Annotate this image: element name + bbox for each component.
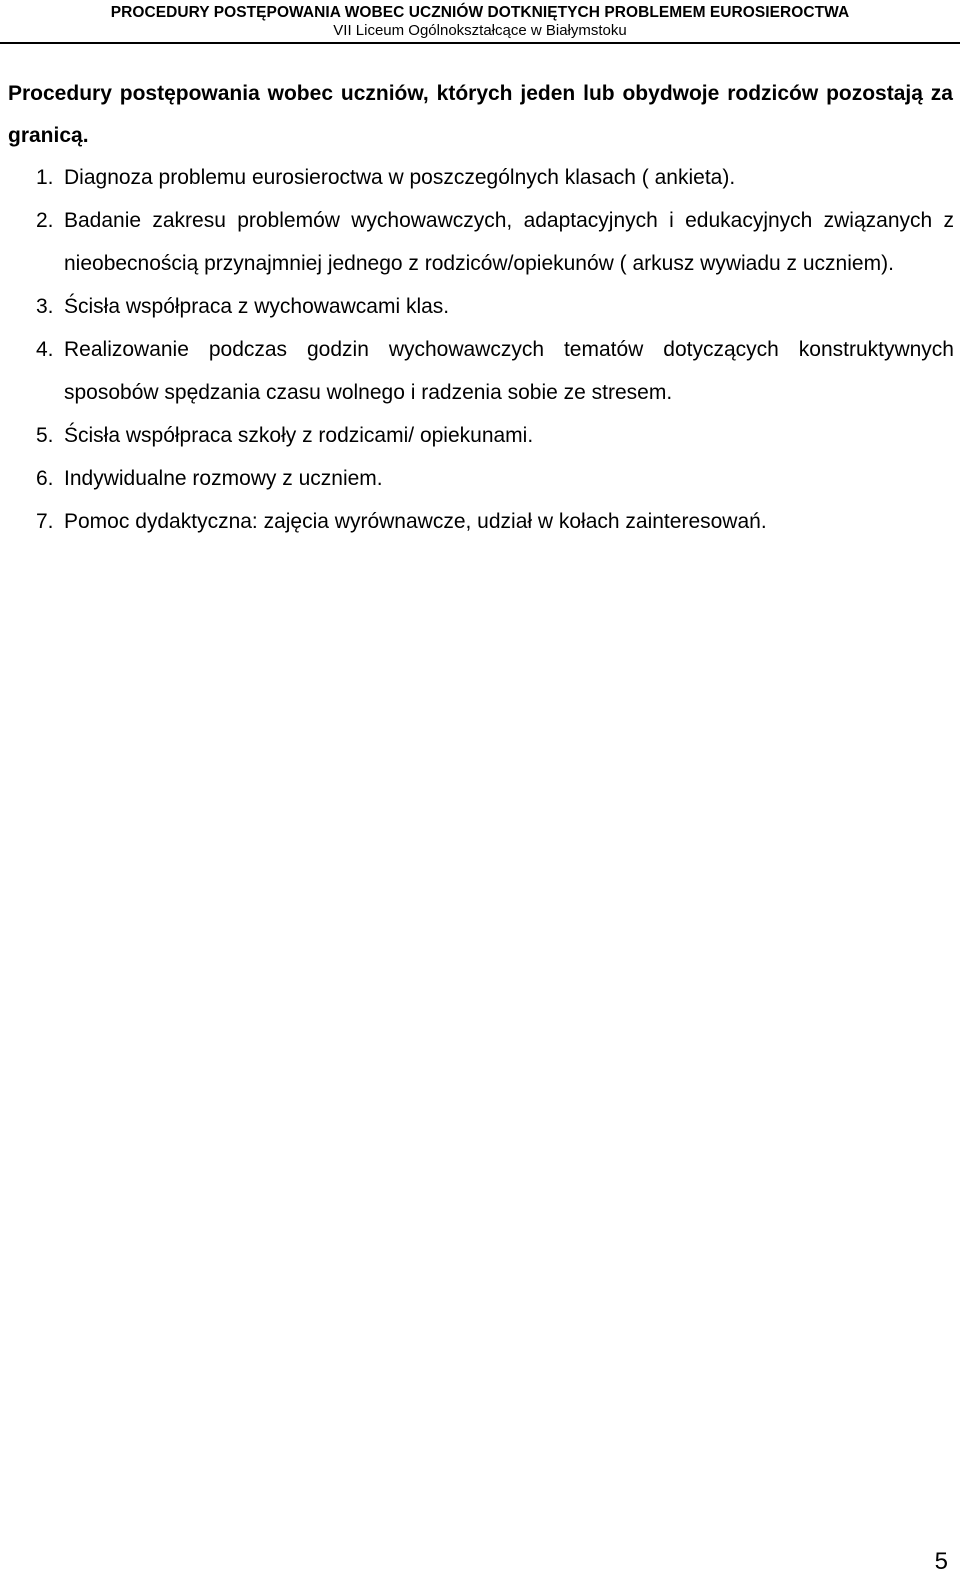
list-item <box>36 500 954 543</box>
document-title: PROCEDURY POSTĘPOWANIA WOBEC UCZNIÓW DOTKNIĘTYCH PROBLEMEM EUROSIEROCTWA <box>110 4 850 21</box>
section-heading: Procedury postępowania wobec uczniów, których jeden lub obydwoje rodziców pozostają za granicą. <box>8 82 953 147</box>
page-number: 5 <box>934 1548 948 1575</box>
list-item <box>36 199 954 285</box>
list-item-text: Ścisła współpraca z wychowawcami klas. <box>64 295 450 318</box>
list-item-number: 1. <box>36 166 54 189</box>
page-header <box>0 0 960 44</box>
list-item <box>36 457 954 500</box>
list-item-text: Indywidualne rozmowy z uczniem. <box>64 467 383 490</box>
list-item-number: 5. <box>36 424 54 447</box>
list-item <box>36 285 954 328</box>
list-item-number: 3. <box>36 295 54 318</box>
list-item <box>36 156 954 199</box>
list-item-number: 2. <box>36 209 54 232</box>
list-item-text: Diagnoza problemu eurosieroctwa w poszczególnych klasach ( ankieta). <box>64 166 736 189</box>
list-item-text: Pomoc dydaktyczna: zajęcia wyrównawcze, udział w kołach zainteresowań. <box>64 510 767 533</box>
header-divider <box>0 42 960 44</box>
list-item-number: 7. <box>36 510 54 533</box>
list-item <box>36 414 954 457</box>
procedure-list <box>36 156 954 543</box>
list-item-text: Ścisła współpraca szkoły z rodzicami/ opiekunami. <box>64 424 534 447</box>
list-item-number: 6. <box>36 467 54 490</box>
list-item-text: Realizowanie podczas godzin wychowawczych tematów dotyczących konstruktywnych sposobów spędzania czasu wolnego i radzenia sobie ze stresem. <box>64 338 954 404</box>
list-item-text: Badanie zakresu problemów wychowawczych, adaptacyjnych i edukacyjnych związanych z nieobecnością przynajmniej jednego z rodziców/opiekunów ( arkusz wywiadu z uczniem). <box>64 209 954 275</box>
list-item-number: 4. <box>36 338 54 361</box>
school-name: VII Liceum Ogólnokształcące w Białymstoku <box>333 22 627 39</box>
list-item <box>36 328 954 414</box>
